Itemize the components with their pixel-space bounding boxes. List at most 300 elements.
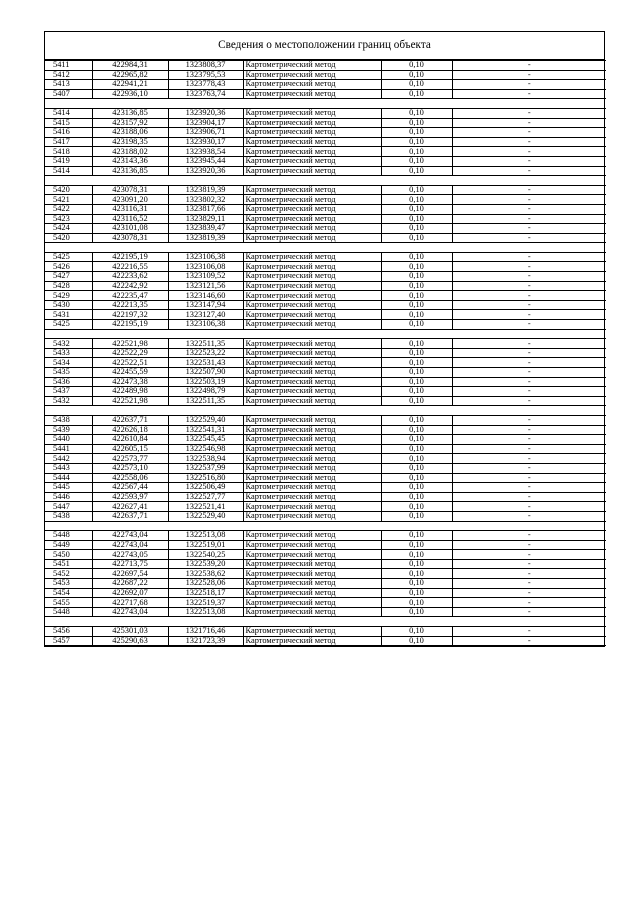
description-cell: - bbox=[452, 147, 606, 157]
coord-x-cell: 425301,03 bbox=[92, 627, 168, 637]
method-cell: Картометрический метод bbox=[243, 531, 381, 541]
table-row bbox=[45, 147, 606, 157]
point-number-cell: 5429 bbox=[45, 291, 92, 301]
coord-x-cell: 422637,71 bbox=[92, 511, 168, 521]
method-cell: Картометрический метод bbox=[243, 147, 381, 157]
coord-x-cell: 422936,10 bbox=[92, 89, 168, 99]
group-separator bbox=[45, 521, 606, 531]
description-cell: - bbox=[452, 627, 606, 637]
point-number-cell: 5443 bbox=[45, 463, 92, 473]
coord-y-cell: 1322521,41 bbox=[168, 502, 243, 512]
coord-y-cell: 1322507,90 bbox=[168, 368, 243, 378]
table-row bbox=[45, 310, 606, 320]
point-number-cell: 5444 bbox=[45, 473, 92, 483]
description-cell: - bbox=[452, 339, 606, 349]
table-row bbox=[45, 339, 606, 349]
accuracy-cell: 0,10 bbox=[381, 435, 452, 445]
table-row bbox=[45, 492, 606, 502]
description-cell: - bbox=[452, 598, 606, 608]
table-row bbox=[45, 377, 606, 387]
description-cell: - bbox=[452, 387, 606, 397]
coord-x-cell: 422473,38 bbox=[92, 377, 168, 387]
accuracy-cell: 0,10 bbox=[381, 118, 452, 128]
accuracy-cell: 0,10 bbox=[381, 569, 452, 579]
coord-x-cell: 422743,04 bbox=[92, 607, 168, 617]
table-row bbox=[45, 598, 606, 608]
accuracy-cell: 0,10 bbox=[381, 348, 452, 358]
point-number-cell: 5450 bbox=[45, 550, 92, 560]
method-cell: Картометрический метод bbox=[243, 473, 381, 483]
method-cell: Картометрический метод bbox=[243, 415, 381, 425]
coord-x-cell: 422489,98 bbox=[92, 387, 168, 397]
method-cell: Картометрический метод bbox=[243, 281, 381, 291]
method-cell: Картометрический метод bbox=[243, 502, 381, 512]
point-number-cell: 5441 bbox=[45, 444, 92, 454]
coord-x-cell: 425290,63 bbox=[92, 636, 168, 646]
accuracy-cell: 0,10 bbox=[381, 387, 452, 397]
coord-x-cell: 423188,02 bbox=[92, 147, 168, 157]
point-number-cell: 5457 bbox=[45, 636, 92, 646]
accuracy-cell: 0,10 bbox=[381, 262, 452, 272]
method-cell: Картометрический метод bbox=[243, 435, 381, 445]
point-number-cell: 5413 bbox=[45, 80, 92, 90]
coord-x-cell: 422213,35 bbox=[92, 300, 168, 310]
method-cell: Картометрический метод bbox=[243, 185, 381, 195]
table-row bbox=[45, 636, 606, 646]
coord-y-cell: 1321716,46 bbox=[168, 627, 243, 637]
table-row bbox=[45, 185, 606, 195]
coord-y-cell: 1323920,36 bbox=[168, 166, 243, 176]
accuracy-cell: 0,10 bbox=[381, 291, 452, 301]
description-cell: - bbox=[452, 415, 606, 425]
method-cell: Картометрический метод bbox=[243, 204, 381, 214]
table-row bbox=[45, 320, 606, 330]
accuracy-cell: 0,10 bbox=[381, 463, 452, 473]
point-number-cell: 5435 bbox=[45, 368, 92, 378]
separator-cell bbox=[45, 176, 606, 186]
method-cell: Картометрический метод bbox=[243, 425, 381, 435]
point-number-cell: 5451 bbox=[45, 559, 92, 569]
coord-x-cell: 423116,52 bbox=[92, 214, 168, 224]
method-cell: Картометрический метод bbox=[243, 108, 381, 118]
coord-x-cell: 423157,92 bbox=[92, 118, 168, 128]
table-title: Сведения о местоположении границ объекта bbox=[45, 32, 604, 60]
coord-y-cell: 1322516,80 bbox=[168, 473, 243, 483]
coord-y-cell: 1323106,38 bbox=[168, 320, 243, 330]
method-cell: Картометрический метод bbox=[243, 569, 381, 579]
accuracy-cell: 0,10 bbox=[381, 70, 452, 80]
table-row bbox=[45, 80, 606, 90]
coord-y-cell: 1323930,17 bbox=[168, 137, 243, 147]
method-cell: Картометрический метод bbox=[243, 492, 381, 502]
description-cell: - bbox=[452, 368, 606, 378]
method-cell: Картометрический метод bbox=[243, 137, 381, 147]
description-cell: - bbox=[452, 61, 606, 71]
coord-y-cell: 1322513,08 bbox=[168, 607, 243, 617]
table-row bbox=[45, 531, 606, 541]
accuracy-cell: 0,10 bbox=[381, 108, 452, 118]
coord-x-cell: 422941,21 bbox=[92, 80, 168, 90]
point-number-cell: 5452 bbox=[45, 569, 92, 579]
point-number-cell: 5407 bbox=[45, 89, 92, 99]
coord-y-cell: 1322511,35 bbox=[168, 396, 243, 406]
accuracy-cell: 0,10 bbox=[381, 195, 452, 205]
description-cell: - bbox=[452, 483, 606, 493]
method-cell: Картометрический метод bbox=[243, 224, 381, 234]
coord-y-cell: 1322511,35 bbox=[168, 339, 243, 349]
coord-y-cell: 1323904,17 bbox=[168, 118, 243, 128]
coord-y-cell: 1323829,11 bbox=[168, 214, 243, 224]
coord-y-cell: 1322538,94 bbox=[168, 454, 243, 464]
description-cell: - bbox=[452, 569, 606, 579]
table-row bbox=[45, 425, 606, 435]
accuracy-cell: 0,10 bbox=[381, 204, 452, 214]
description-cell: - bbox=[452, 531, 606, 541]
accuracy-cell: 0,10 bbox=[381, 358, 452, 368]
description-cell: - bbox=[452, 511, 606, 521]
table-row bbox=[45, 454, 606, 464]
coord-x-cell: 422697,54 bbox=[92, 569, 168, 579]
coord-x-cell: 422573,10 bbox=[92, 463, 168, 473]
table-row bbox=[45, 550, 606, 560]
point-number-cell: 5430 bbox=[45, 300, 92, 310]
coord-y-cell: 1322537,99 bbox=[168, 463, 243, 473]
description-cell: - bbox=[452, 502, 606, 512]
method-cell: Картометрический метод bbox=[243, 396, 381, 406]
description-cell: - bbox=[452, 473, 606, 483]
table-row bbox=[45, 89, 606, 99]
method-cell: Картометрический метод bbox=[243, 550, 381, 560]
description-cell: - bbox=[452, 233, 606, 243]
table-row bbox=[45, 272, 606, 282]
accuracy-cell: 0,10 bbox=[381, 320, 452, 330]
method-cell: Картометрический метод bbox=[243, 559, 381, 569]
point-number-cell: 5420 bbox=[45, 233, 92, 243]
accuracy-cell: 0,10 bbox=[381, 214, 452, 224]
coord-y-cell: 1322518,17 bbox=[168, 588, 243, 598]
coord-x-cell: 422743,05 bbox=[92, 550, 168, 560]
accuracy-cell: 0,10 bbox=[381, 147, 452, 157]
coord-x-cell: 423188,06 bbox=[92, 128, 168, 138]
coord-y-cell: 1322529,40 bbox=[168, 511, 243, 521]
description-cell: - bbox=[452, 550, 606, 560]
point-number-cell: 5447 bbox=[45, 502, 92, 512]
table-row bbox=[45, 463, 606, 473]
description-cell: - bbox=[452, 118, 606, 128]
method-cell: Картометрический метод bbox=[243, 579, 381, 589]
point-number-cell: 5425 bbox=[45, 252, 92, 262]
method-cell: Картометрический метод bbox=[243, 128, 381, 138]
table-row bbox=[45, 368, 606, 378]
coord-y-cell: 1323819,39 bbox=[168, 233, 243, 243]
coord-x-cell: 422242,92 bbox=[92, 281, 168, 291]
accuracy-cell: 0,10 bbox=[381, 550, 452, 560]
point-number-cell: 5432 bbox=[45, 339, 92, 349]
method-cell: Картометрический метод bbox=[243, 70, 381, 80]
table-row bbox=[45, 137, 606, 147]
table-row bbox=[45, 262, 606, 272]
coord-y-cell: 1322541,31 bbox=[168, 425, 243, 435]
coord-x-cell: 422216,55 bbox=[92, 262, 168, 272]
table-row bbox=[45, 252, 606, 262]
coord-x-cell: 422593,97 bbox=[92, 492, 168, 502]
separator-cell bbox=[45, 329, 606, 339]
coordinates-table bbox=[45, 60, 606, 646]
table-row bbox=[45, 540, 606, 550]
coord-x-cell: 422637,71 bbox=[92, 415, 168, 425]
coord-y-cell: 1323906,71 bbox=[168, 128, 243, 138]
point-number-cell: 5454 bbox=[45, 588, 92, 598]
method-cell: Картометрический метод bbox=[243, 80, 381, 90]
point-number-cell: 5438 bbox=[45, 511, 92, 521]
description-cell: - bbox=[452, 252, 606, 262]
description-cell: - bbox=[452, 108, 606, 118]
description-cell: - bbox=[452, 358, 606, 368]
coord-x-cell: 422567,44 bbox=[92, 483, 168, 493]
description-cell: - bbox=[452, 559, 606, 569]
table-row bbox=[45, 128, 606, 138]
description-cell: - bbox=[452, 425, 606, 435]
accuracy-cell: 0,10 bbox=[381, 607, 452, 617]
table-row bbox=[45, 396, 606, 406]
point-number-cell: 5440 bbox=[45, 435, 92, 445]
point-number-cell: 5419 bbox=[45, 156, 92, 166]
coord-x-cell: 422455,59 bbox=[92, 368, 168, 378]
accuracy-cell: 0,10 bbox=[381, 377, 452, 387]
description-cell: - bbox=[452, 185, 606, 195]
coord-y-cell: 1323147,94 bbox=[168, 300, 243, 310]
accuracy-cell: 0,10 bbox=[381, 128, 452, 138]
description-cell: - bbox=[452, 348, 606, 358]
table-row bbox=[45, 607, 606, 617]
coord-y-cell: 1322529,40 bbox=[168, 415, 243, 425]
table-row bbox=[45, 415, 606, 425]
description-cell: - bbox=[452, 204, 606, 214]
accuracy-cell: 0,10 bbox=[381, 531, 452, 541]
description-cell: - bbox=[452, 214, 606, 224]
group-separator bbox=[45, 329, 606, 339]
method-cell: Картометрический метод bbox=[243, 61, 381, 71]
accuracy-cell: 0,10 bbox=[381, 627, 452, 637]
group-separator bbox=[45, 176, 606, 186]
method-cell: Картометрический метод bbox=[243, 444, 381, 454]
coord-y-cell: 1322539,20 bbox=[168, 559, 243, 569]
description-cell: - bbox=[452, 70, 606, 80]
coord-y-cell: 1323808,37 bbox=[168, 61, 243, 71]
point-number-cell: 5423 bbox=[45, 214, 92, 224]
description-cell: - bbox=[452, 80, 606, 90]
table-row bbox=[45, 281, 606, 291]
method-cell: Картометрический метод bbox=[243, 300, 381, 310]
table-row bbox=[45, 195, 606, 205]
coord-x-cell: 422522,51 bbox=[92, 358, 168, 368]
table-row bbox=[45, 348, 606, 358]
description-cell: - bbox=[452, 435, 606, 445]
description-cell: - bbox=[452, 636, 606, 646]
separator-cell bbox=[45, 243, 606, 253]
point-number-cell: 5425 bbox=[45, 320, 92, 330]
point-number-cell: 5418 bbox=[45, 147, 92, 157]
table-row bbox=[45, 156, 606, 166]
accuracy-cell: 0,10 bbox=[381, 396, 452, 406]
group-separator bbox=[45, 243, 606, 253]
separator-cell bbox=[45, 99, 606, 109]
accuracy-cell: 0,10 bbox=[381, 185, 452, 195]
point-number-cell: 5445 bbox=[45, 483, 92, 493]
coord-x-cell: 423078,31 bbox=[92, 233, 168, 243]
point-number-cell: 5455 bbox=[45, 598, 92, 608]
table-row bbox=[45, 473, 606, 483]
coord-x-cell: 423078,31 bbox=[92, 185, 168, 195]
accuracy-cell: 0,10 bbox=[381, 454, 452, 464]
point-number-cell: 5437 bbox=[45, 387, 92, 397]
accuracy-cell: 0,10 bbox=[381, 483, 452, 493]
method-cell: Картометрический метод bbox=[243, 252, 381, 262]
coord-y-cell: 1323146,60 bbox=[168, 291, 243, 301]
coord-x-cell: 423136,85 bbox=[92, 108, 168, 118]
point-number-cell: 5427 bbox=[45, 272, 92, 282]
coord-y-cell: 1323778,43 bbox=[168, 80, 243, 90]
method-cell: Картометрический метод bbox=[243, 463, 381, 473]
description-cell: - bbox=[452, 588, 606, 598]
method-cell: Картометрический метод bbox=[243, 636, 381, 646]
coord-x-cell: 423136,85 bbox=[92, 166, 168, 176]
coord-x-cell: 423198,35 bbox=[92, 137, 168, 147]
point-number-cell: 5426 bbox=[45, 262, 92, 272]
coord-x-cell: 422743,04 bbox=[92, 531, 168, 541]
coord-y-cell: 1323819,39 bbox=[168, 185, 243, 195]
table-row bbox=[45, 511, 606, 521]
coord-x-cell: 422233,62 bbox=[92, 272, 168, 282]
coord-y-cell: 1323106,38 bbox=[168, 252, 243, 262]
coord-y-cell: 1323945,44 bbox=[168, 156, 243, 166]
table-row bbox=[45, 118, 606, 128]
coord-y-cell: 1322540,25 bbox=[168, 550, 243, 560]
method-cell: Картометрический метод bbox=[243, 387, 381, 397]
description-cell: - bbox=[452, 300, 606, 310]
point-number-cell: 5414 bbox=[45, 166, 92, 176]
method-cell: Картометрический метод bbox=[243, 166, 381, 176]
coord-y-cell: 1322538,62 bbox=[168, 569, 243, 579]
method-cell: Картометрический метод bbox=[243, 454, 381, 464]
coord-y-cell: 1323795,53 bbox=[168, 70, 243, 80]
coord-x-cell: 422522,29 bbox=[92, 348, 168, 358]
coord-y-cell: 1322513,08 bbox=[168, 531, 243, 541]
method-cell: Картометрический метод bbox=[243, 627, 381, 637]
accuracy-cell: 0,10 bbox=[381, 272, 452, 282]
accuracy-cell: 0,10 bbox=[381, 559, 452, 569]
coord-x-cell: 422195,19 bbox=[92, 252, 168, 262]
method-cell: Картометрический метод bbox=[243, 339, 381, 349]
coordinates-table-body bbox=[45, 61, 606, 646]
description-cell: - bbox=[452, 224, 606, 234]
coord-y-cell: 1323817,66 bbox=[168, 204, 243, 214]
description-cell: - bbox=[452, 310, 606, 320]
coord-x-cell: 422558,06 bbox=[92, 473, 168, 483]
coord-y-cell: 1323920,36 bbox=[168, 108, 243, 118]
accuracy-cell: 0,10 bbox=[381, 281, 452, 291]
coord-x-cell: 422197,32 bbox=[92, 310, 168, 320]
coord-x-cell: 422521,98 bbox=[92, 339, 168, 349]
table-row bbox=[45, 204, 606, 214]
coord-x-cell: 422687,22 bbox=[92, 579, 168, 589]
coord-y-cell: 1323127,40 bbox=[168, 310, 243, 320]
method-cell: Картометрический метод bbox=[243, 118, 381, 128]
method-cell: Картометрический метод bbox=[243, 291, 381, 301]
description-cell: - bbox=[452, 156, 606, 166]
coord-x-cell: 422521,98 bbox=[92, 396, 168, 406]
table-row bbox=[45, 588, 606, 598]
accuracy-cell: 0,10 bbox=[381, 166, 452, 176]
coord-y-cell: 1322523,22 bbox=[168, 348, 243, 358]
method-cell: Картометрический метод bbox=[243, 214, 381, 224]
coord-x-cell: 423143,36 bbox=[92, 156, 168, 166]
accuracy-cell: 0,10 bbox=[381, 473, 452, 483]
accuracy-cell: 0,10 bbox=[381, 368, 452, 378]
coord-x-cell: 422195,19 bbox=[92, 320, 168, 330]
point-number-cell: 5436 bbox=[45, 377, 92, 387]
method-cell: Картометрический метод bbox=[243, 588, 381, 598]
point-number-cell: 5421 bbox=[45, 195, 92, 205]
coord-y-cell: 1323106,08 bbox=[168, 262, 243, 272]
coord-x-cell: 422610,84 bbox=[92, 435, 168, 445]
group-separator bbox=[45, 406, 606, 416]
description-cell: - bbox=[452, 540, 606, 550]
coord-x-cell: 422743,04 bbox=[92, 540, 168, 550]
coord-y-cell: 1323121,56 bbox=[168, 281, 243, 291]
method-cell: Картометрический метод bbox=[243, 320, 381, 330]
method-cell: Картометрический метод bbox=[243, 598, 381, 608]
point-number-cell: 5428 bbox=[45, 281, 92, 291]
accuracy-cell: 0,10 bbox=[381, 492, 452, 502]
coord-y-cell: 1322503,19 bbox=[168, 377, 243, 387]
coord-y-cell: 1322506,49 bbox=[168, 483, 243, 493]
point-number-cell: 5446 bbox=[45, 492, 92, 502]
description-cell: - bbox=[452, 195, 606, 205]
coord-x-cell: 422984,31 bbox=[92, 61, 168, 71]
point-number-cell: 5422 bbox=[45, 204, 92, 214]
table-row bbox=[45, 502, 606, 512]
description-cell: - bbox=[452, 137, 606, 147]
point-number-cell: 5414 bbox=[45, 108, 92, 118]
coord-y-cell: 1322498,79 bbox=[168, 387, 243, 397]
method-cell: Картометрический метод bbox=[243, 156, 381, 166]
method-cell: Картометрический метод bbox=[243, 348, 381, 358]
description-cell: - bbox=[452, 272, 606, 282]
coord-y-cell: 1323802,32 bbox=[168, 195, 243, 205]
description-cell: - bbox=[452, 128, 606, 138]
coord-x-cell: 422605,15 bbox=[92, 444, 168, 454]
description-cell: - bbox=[452, 262, 606, 272]
point-number-cell: 5456 bbox=[45, 627, 92, 637]
method-cell: Картометрический метод bbox=[243, 368, 381, 378]
coord-y-cell: 1323763,74 bbox=[168, 89, 243, 99]
description-cell: - bbox=[452, 579, 606, 589]
description-cell: - bbox=[452, 454, 606, 464]
point-number-cell: 5438 bbox=[45, 415, 92, 425]
accuracy-cell: 0,10 bbox=[381, 444, 452, 454]
coord-y-cell: 1322546,98 bbox=[168, 444, 243, 454]
method-cell: Картометрический метод bbox=[243, 358, 381, 368]
coord-y-cell: 1321723,39 bbox=[168, 636, 243, 646]
accuracy-cell: 0,10 bbox=[381, 233, 452, 243]
accuracy-cell: 0,10 bbox=[381, 310, 452, 320]
accuracy-cell: 0,10 bbox=[381, 89, 452, 99]
point-number-cell: 5432 bbox=[45, 396, 92, 406]
separator-cell bbox=[45, 406, 606, 416]
coord-y-cell: 1322545,45 bbox=[168, 435, 243, 445]
description-cell: - bbox=[452, 377, 606, 387]
